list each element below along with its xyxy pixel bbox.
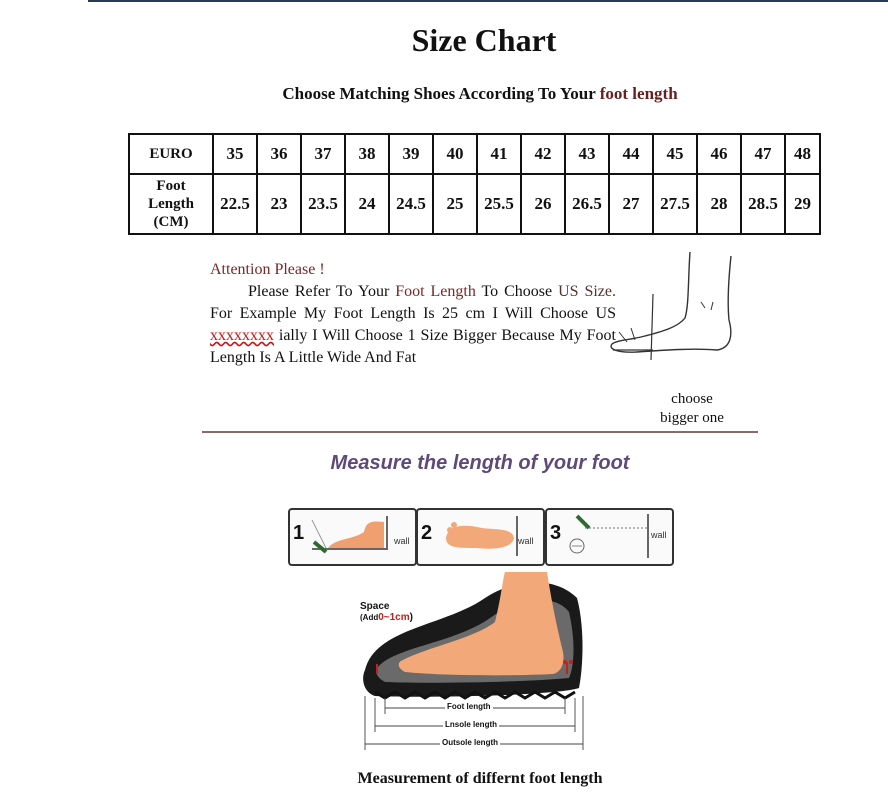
euro-cell: 41 bbox=[477, 134, 521, 174]
length-cell: 25 bbox=[433, 174, 477, 234]
measure-heading: Measure the length of your foot bbox=[330, 452, 630, 474]
length-cell: 26 bbox=[521, 174, 565, 234]
wall-label: wall bbox=[394, 536, 410, 546]
euro-cell: 47 bbox=[741, 134, 785, 174]
length-cell: 24 bbox=[345, 174, 389, 234]
space-add-suffix: ) bbox=[409, 612, 413, 623]
attention-us-size: US Size. bbox=[558, 283, 617, 300]
header-line: (CM) bbox=[153, 214, 189, 230]
wall-label: wall bbox=[651, 530, 667, 540]
space-add-prefix: (Add bbox=[360, 613, 379, 622]
step3-measure-illustration bbox=[565, 512, 655, 560]
attention-heading: Attention Please ! bbox=[210, 261, 325, 278]
size-table bbox=[128, 133, 821, 235]
wall-label: wall bbox=[518, 536, 534, 546]
euro-cell: 45 bbox=[653, 134, 697, 174]
foot-length-header bbox=[129, 174, 213, 234]
length-cell: 23 bbox=[257, 174, 301, 234]
length-cell: 27.5 bbox=[653, 174, 697, 234]
length-cell: 22.5 bbox=[213, 174, 257, 234]
attention-foot-length: Foot Length bbox=[395, 283, 476, 300]
attention-text: For Example My Foot Length Is 25 cm I Will Choose US bbox=[210, 305, 616, 322]
foot-length-label: Foot length bbox=[447, 702, 491, 711]
euro-cell: 38 bbox=[345, 134, 389, 174]
length-cell: 28 bbox=[697, 174, 741, 234]
choose-bigger-note bbox=[640, 390, 744, 428]
header-line: Foot bbox=[156, 178, 186, 194]
step1-foot-illustration bbox=[306, 514, 396, 560]
length-cell: 29 bbox=[785, 174, 820, 234]
measure-step-3 bbox=[545, 508, 674, 566]
length-cell: 26.5 bbox=[565, 174, 609, 234]
subtitle-highlight: foot length bbox=[599, 84, 678, 103]
foot-sketch bbox=[605, 250, 745, 365]
step-number: 3 bbox=[550, 522, 562, 544]
attention-body bbox=[210, 281, 616, 369]
measure-step-2 bbox=[416, 508, 545, 566]
length-cell: 23.5 bbox=[301, 174, 345, 234]
euro-cell: 40 bbox=[433, 134, 477, 174]
length-cell: 28.5 bbox=[741, 174, 785, 234]
euro-row bbox=[129, 134, 820, 174]
euro-cell: 43 bbox=[565, 134, 609, 174]
header-line: Length bbox=[148, 196, 194, 212]
step-number: 2 bbox=[421, 522, 433, 544]
length-cell: 27 bbox=[609, 174, 653, 234]
euro-cell: 46 bbox=[697, 134, 741, 174]
space-label bbox=[360, 601, 413, 623]
euro-cell: 44 bbox=[609, 134, 653, 174]
shoe-measurement-diagram bbox=[355, 568, 595, 763]
attention-text: Please Refer To Your bbox=[248, 283, 396, 300]
euro-cell: 35 bbox=[213, 134, 257, 174]
choose-line: bigger one bbox=[660, 410, 724, 426]
foot-length-row bbox=[129, 174, 820, 234]
measure-step-1 bbox=[288, 508, 417, 566]
page-subtitle bbox=[0, 84, 888, 104]
attention-note bbox=[210, 259, 616, 369]
euro-cell: 42 bbox=[521, 134, 565, 174]
space-add-range: 0~1cm bbox=[378, 612, 410, 623]
attention-text: ially I Will Choose 1 Size Bigger Because My Foot Length Is A Little Wide And Fat bbox=[210, 327, 616, 366]
outsole-length-label: Outsole length bbox=[442, 738, 498, 747]
choose-line: choose bbox=[671, 391, 713, 407]
diagram-caption: Measurement of differnt foot length bbox=[357, 770, 603, 787]
space-title: Space bbox=[360, 601, 390, 612]
euro-cell: 37 bbox=[301, 134, 345, 174]
euro-header: EURO bbox=[129, 134, 213, 174]
euro-cell: 39 bbox=[389, 134, 433, 174]
length-cell: 25.5 bbox=[477, 174, 521, 234]
step-number: 1 bbox=[293, 522, 305, 544]
insole-length-label: Lnsole length bbox=[445, 720, 497, 729]
euro-cell: 36 bbox=[257, 134, 301, 174]
section-divider bbox=[202, 431, 758, 433]
length-cell: 24.5 bbox=[389, 174, 433, 234]
attention-text: To Choose bbox=[475, 283, 553, 300]
subtitle-text: Choose Matching Shoes According To Your bbox=[282, 84, 600, 103]
attention-marked-text: xxxxxxxx bbox=[210, 327, 274, 344]
euro-cell: 48 bbox=[785, 134, 820, 174]
page-title: Size Chart bbox=[411, 22, 557, 58]
step2-foot-illustration bbox=[436, 514, 522, 560]
top-border-line bbox=[88, 0, 888, 2]
